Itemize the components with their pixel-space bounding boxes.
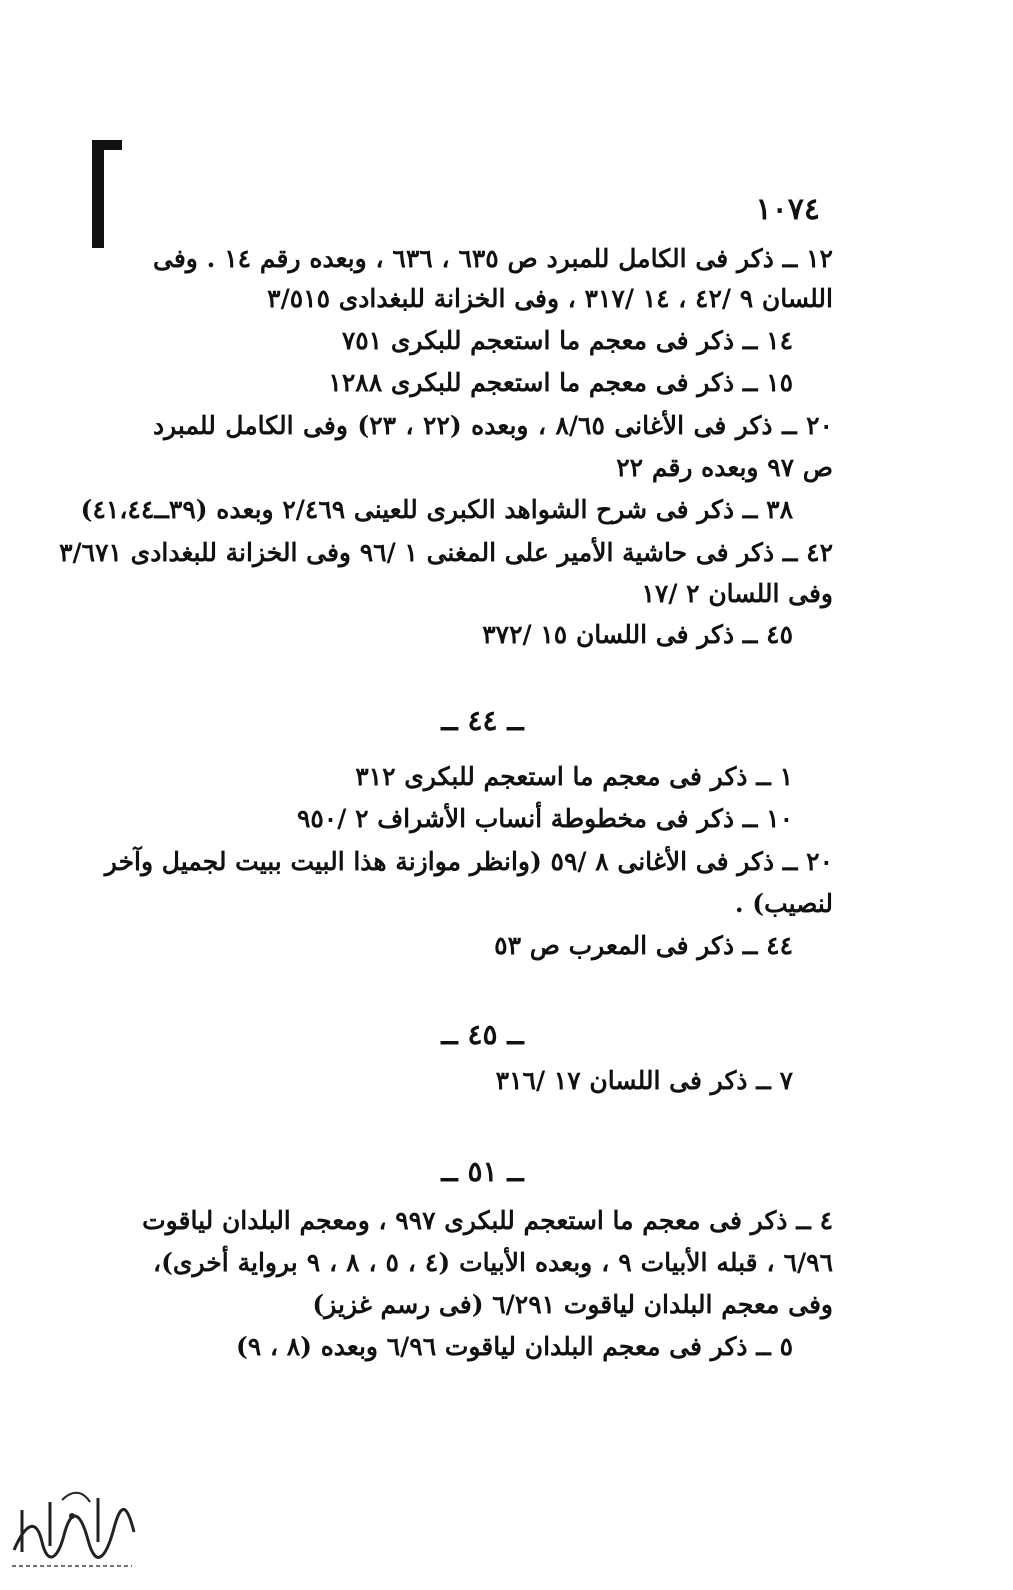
note-line: ١ ــ ذكر فى معجم ما استعجم للبكرى ٣١٢ bbox=[355, 762, 793, 791]
note-line: ٦/٩٦ ، قبله الأبيات ٩ ، وبعده الأبيات (٤ ، ٥ ، ٨ ، ٩ برواية أخرى)، bbox=[153, 1248, 833, 1277]
stamp-graphic bbox=[2, 1480, 142, 1575]
note-line: ١٤ ــ ذكر فى معجم ما استعجم للبكرى ٧٥١ bbox=[341, 326, 793, 355]
calligraphy-stamp-logo bbox=[2, 1480, 142, 1575]
note-line: ١٠ ــ ذكر فى مخطوطة أنساب الأشراف ٢ /٩٥٠ bbox=[296, 804, 793, 833]
note-line: ٤٢ ــ ذكر فى حاشية الأمير على المغنى ١ /٩٦ وفى الخزانة للبغدادى ٣/٦٧١ bbox=[59, 538, 833, 567]
note-line: ٣٨ ــ ذكر فى شرح الشواهد الكبرى للعينى ٢/٤٦٩ وبعده (٣٩ــ٤١،٤٤) bbox=[80, 495, 793, 524]
section-heading: ــ ٤٤ ــ bbox=[441, 704, 524, 737]
section-heading: ــ ٤٥ ــ bbox=[441, 1018, 524, 1051]
section-heading: ــ ٥١ ــ bbox=[441, 1155, 524, 1188]
note-line: ٤٤ ــ ذكر فى المعرب ص ٥٣ bbox=[494, 931, 793, 960]
note-line: وفى اللسان ٢ /١٧ bbox=[641, 579, 833, 608]
note-line: اللسان ٩ /٤٢ ، ١٤ /٣١٧ ، وفى الخزانة للبغدادى ٣/٥١٥ bbox=[267, 284, 833, 313]
note-line: ٥ ــ ذكر فى معجم البلدان لياقوت ٦/٩٦ وبعده (٨ ، ٩) bbox=[235, 1332, 793, 1361]
note-line: ١٥ ــ ذكر فى معجم ما استعجم للبكرى ١٢٨٨ bbox=[328, 368, 793, 397]
note-line: ٤٥ ــ ذكر فى اللسان ١٥ /٣٧٢ bbox=[482, 620, 793, 649]
binding-edge-mark bbox=[92, 140, 104, 248]
note-line: ٤ ــ ذكر فى معجم ما استعجم للبكرى ٩٩٧ ، ومعجم البلدان لياقوت bbox=[142, 1206, 833, 1235]
note-line: ص ٩٧ وبعده رقم ٢٢ bbox=[616, 453, 833, 482]
page-number: ١٠٧٤ bbox=[755, 192, 820, 227]
note-line: ٢٠ ــ ذكر فى الأغانى ٨/٦٥ ، وبعده (٢٢ ، ٢٣) وفى الكامل للمبرد bbox=[153, 411, 833, 440]
note-line: وفى معجم البلدان لياقوت ٦/٢٩١ (فى رسم غزيز) bbox=[312, 1290, 833, 1319]
note-line: ١٢ ــ ذكر فى الكامل للمبرد ص ٦٣٥ ، ٦٣٦ ، وبعده رقم ١٤ . وفى bbox=[153, 244, 833, 273]
note-line: ٢٠ ــ ذكر فى الأغانى ٨ /٥٩ (وانظر موازنة هذا البيت ببيت لجميل وآخر bbox=[104, 847, 833, 876]
note-line: ٧ ــ ذكر فى اللسان ١٧ /٣١٦ bbox=[495, 1066, 793, 1095]
note-line: لنصيب) . bbox=[734, 889, 833, 918]
